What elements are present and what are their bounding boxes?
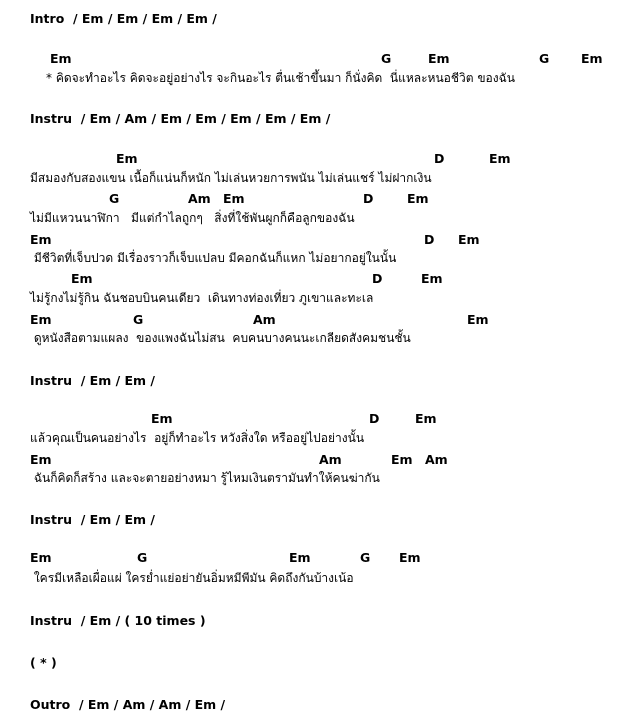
- instrumental-line: Instru / Em / Em /: [30, 512, 155, 527]
- chord: G: [109, 191, 120, 206]
- chord: Am: [253, 312, 276, 327]
- intro-line: Intro / Em / Em / Em / Em /: [30, 11, 217, 26]
- chord: Em: [391, 452, 413, 467]
- chord: Am: [188, 191, 211, 206]
- verse-lyric: ไม่รู้กงไม่รู้กิน ฉันชอบบินคนเดียว เดินทางท่องเที่ยว ภูเขาและทะเล: [30, 291, 374, 305]
- verse-lyric: มีสมองกับสองแขน เนื้อก็แน่นก็หนัก ไม่เล่นหวยการพนัน ไม่เล่นแชร์ ไม่ฝากเงิน: [30, 171, 432, 185]
- chord: Em: [399, 550, 421, 565]
- chord: Em: [71, 271, 93, 286]
- instrumental-line: Instru / Em / Am / Em / Em / Em / Em / Em /: [30, 111, 331, 126]
- chord: Em: [458, 232, 480, 247]
- chord: Em: [30, 452, 52, 467]
- chord: G: [133, 312, 144, 327]
- chord: Em: [151, 411, 173, 426]
- chord: Am: [319, 452, 342, 467]
- chord: Em: [428, 51, 450, 66]
- chord: Em: [223, 191, 245, 206]
- verse-lyric: ฉันก็คิดก็สร้าง และจะตายอย่างหมา รู้ไหมเงินตรามันทำให้คนฆ่ากัน: [30, 471, 380, 485]
- chord: Em: [116, 151, 138, 166]
- chord: Em: [415, 411, 437, 426]
- chord: Em: [50, 51, 72, 66]
- chord: D: [434, 151, 445, 166]
- chord: D: [363, 191, 374, 206]
- chord: Em: [421, 271, 443, 286]
- outro-line: Outro / Em / Am / Am / Em /: [30, 697, 226, 712]
- chord: D: [424, 232, 435, 247]
- chord: G: [381, 51, 392, 66]
- chord: D: [369, 411, 380, 426]
- verse-lyric: มีชีวิตที่เจ็บปวด มีเรื่องราวก็เจ็บแปลบ มีคอกฉันก็แหก ไม่อยากอยู่ในนั้น: [30, 251, 397, 265]
- chord: Em: [581, 51, 603, 66]
- chord: G: [360, 550, 371, 565]
- verse-lyric: แล้วคุณเป็นคนอย่างไร อยู่ก็ทำอะไร หวังสิ่งใด หรืออยู่ไปอย่างนั้น: [30, 431, 365, 445]
- verse-lyric: ไม่มีแหวนนาฬิกา มีแต่กำไลถูกๆ สิ่งที่ใช้พันผูกก็คือลูกของฉัน: [30, 211, 355, 225]
- chord: G: [539, 51, 550, 66]
- instrumental-line: Instru / Em / Em /: [30, 373, 155, 388]
- chord: Em: [30, 312, 52, 327]
- chord: G: [137, 550, 148, 565]
- chord: Em: [407, 191, 429, 206]
- chord: Em: [489, 151, 511, 166]
- chord: Em: [30, 550, 52, 565]
- chord: Em: [30, 232, 52, 247]
- chorus-lyric: * คิดจะทำอะไร คิดจะอยู่อย่างไร จะกินอะไร ตื่นเช้าขึ้นมา ก็นั่งคิด นี่แหละหนอชีวิต ของฉัน: [46, 71, 515, 85]
- instrumental-line: Instru / Em / ( 10 times ): [30, 613, 206, 628]
- chord: Em: [467, 312, 489, 327]
- chord: Em: [289, 550, 311, 565]
- chord: Am: [425, 452, 448, 467]
- repeat-chorus-marker: ( * ): [30, 655, 57, 670]
- verse-lyric: ใครมีเหลือเผื่อแผ่ ใครย่ำแย่อย่ายันอิ่มหมีพีมัน คิดถึงกันบ้างเน้อ: [30, 571, 354, 585]
- verse-lyric: ดูหนังสือตามแผลง ของแพงฉันไม่สน คบคนบางคนนะเกลียดสังคมชนชั้น: [30, 331, 411, 345]
- chord: D: [372, 271, 383, 286]
